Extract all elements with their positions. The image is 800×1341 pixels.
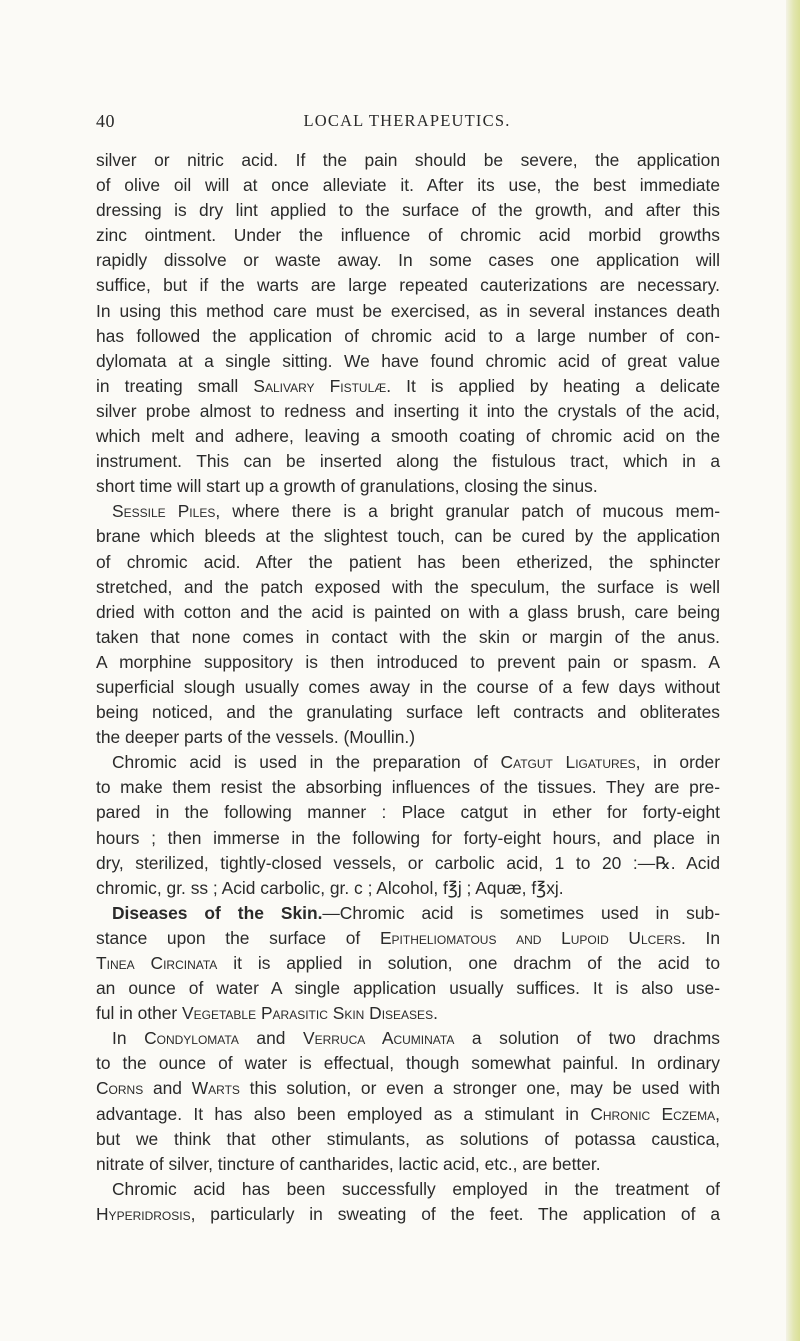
text-run: silver probe almost to redness and inserting it into the crystals of the acid,: [96, 400, 720, 421]
text-line: [96, 901, 720, 926]
text-run: dressing is dry lint applied to the surface of the growth, and after this: [96, 200, 720, 221]
text-line: [96, 248, 720, 273]
text-line: [96, 299, 720, 324]
text-run: . In: [681, 927, 721, 948]
text-line: [96, 1051, 720, 1076]
text-run: it is applied in solution, one drachm of the acid to: [217, 953, 721, 973]
text-run: dylomata at a single sitting. We have found chromic acid of great value: [96, 350, 720, 371]
text-line: [96, 1076, 720, 1101]
text-line: [96, 424, 720, 449]
text-run: to the ounce of water is effectual, though somewhat painful. In ordinary: [96, 1053, 720, 1074]
text-run: stretched, and the patch exposed with the speculum, the surface is well: [96, 576, 720, 597]
text-line: [96, 625, 720, 650]
text-line: [96, 1127, 720, 1152]
text-line: [96, 1152, 720, 1177]
small-caps-term: Verruca Acuminata: [302, 1028, 455, 1049]
text-run: . It is applied by heating a delicate: [386, 375, 720, 396]
text-line: [96, 725, 720, 750]
text-line: [96, 1001, 720, 1026]
text-run: taken that none comes in contact with the skin or margin of the anus.: [96, 626, 720, 647]
text-run: In using this method care must be exercised, as in several instances death: [96, 300, 720, 321]
text-run: instrument. This can be inserted along the fistulous tract, which in a: [96, 451, 720, 472]
text-line: [96, 223, 720, 248]
text-line: [96, 1202, 720, 1227]
small-caps-term: Catgut Ligatures: [500, 752, 636, 773]
text-run: and: [143, 1078, 192, 1099]
text-line: [96, 474, 720, 499]
text-line: [96, 524, 720, 549]
text-run: superficial slough usually comes away in the course of a few days without: [96, 676, 720, 697]
text-line: [96, 876, 720, 901]
text-run: rapidly dissolve or waste away. In some cases one application will: [96, 250, 720, 271]
text-line: [96, 550, 720, 575]
text-run: silver or nitric acid. If the pain should be severe, the application: [96, 150, 720, 170]
small-caps-term: Corns: [96, 1078, 144, 1099]
text-line: [96, 374, 720, 399]
small-caps-term: Tinea Circinata: [96, 953, 218, 973]
small-caps-term: Hyperidrosis: [96, 1203, 191, 1224]
text-line: [96, 976, 720, 1001]
text-run: .: [433, 1003, 438, 1024]
text-line: [96, 399, 720, 424]
text-line: [96, 349, 720, 374]
small-caps-term: Vegetable Parasitic Skin Diseases: [182, 1003, 434, 1024]
small-caps-term: Condylomata: [144, 1028, 239, 1049]
text-line: [96, 1026, 720, 1051]
text-run: suffice, but if the warts are large repeated cauterizations are necessary.: [96, 275, 720, 296]
section-heading: Diseases of the Skin.: [112, 902, 323, 923]
page-header: [96, 111, 718, 135]
running-head: LOCAL THERAPEUTICS.: [303, 111, 511, 130]
text-line: [96, 449, 720, 474]
text-run: , in order: [635, 752, 720, 773]
text-body: [96, 148, 720, 1227]
text-line: [96, 499, 720, 524]
text-line: [96, 148, 720, 173]
text-run: and: [238, 1028, 303, 1049]
text-line: [96, 1102, 720, 1127]
text-line: [96, 926, 720, 951]
text-run: to make them resist the absorbing influences of the tissues. They are pre-: [96, 777, 720, 798]
text-run: , particularly in sweating of the feet. The application of a: [190, 1203, 720, 1224]
text-run: which melt and adhere, leaving a smooth coating of chromic acid on the: [96, 426, 720, 447]
page-number: 40: [96, 111, 115, 131]
page-edge-shadow: [786, 0, 800, 1341]
small-caps-term: Epitheliomatous and Lupoid Ulcers: [379, 927, 682, 948]
text-run: has followed the application of chromic acid to a large number of con-: [96, 325, 720, 346]
text-run: of chromic acid. After the patient has been etherized, the sphincter: [96, 551, 720, 572]
text-line: [96, 273, 720, 298]
text-line: [96, 750, 720, 775]
text-line: [96, 800, 720, 825]
small-caps-term: Sessile Piles: [112, 501, 216, 522]
text-run: pared in the following manner : Place catgut in ether for forty-eight: [96, 802, 720, 823]
text-run: Chromic acid is used in the preparation of: [112, 752, 501, 773]
text-line: [96, 675, 720, 700]
text-run: short time will start up a growth of granulations, closing the sinus.: [96, 476, 598, 497]
text-run: in treating small: [96, 375, 254, 396]
small-caps-term: Salivary Fistulæ: [253, 375, 387, 396]
text-line: [96, 324, 720, 349]
text-run: advantage. It has also been employed as a stimulant in: [96, 1103, 591, 1124]
text-run: zinc ointment. Under the influence of chromic acid morbid growths: [96, 225, 720, 246]
text-run: being noticed, and the granulating surface left contracts and obliterates: [96, 702, 720, 723]
text-line: [96, 173, 720, 198]
small-caps-term: Chronic Eczema: [590, 1103, 716, 1124]
text-run: hours ; then immerse in the following for forty-eight hours, and place in: [96, 827, 720, 848]
text-run: nitrate of silver, tincture of cantharides, lactic acid, etc., are better.: [96, 1153, 601, 1174]
text-run: stance upon the surface of: [96, 927, 380, 948]
text-run: dried with cotton and the acid is painted on with a glass brush, care being: [96, 601, 720, 622]
text-run: brane which bleeds at the slightest touch, can be cured by the application: [96, 526, 720, 547]
text-line: [96, 775, 720, 800]
text-run: of olive oil will at once alleviate it. After its use, the best immediate: [96, 175, 720, 196]
text-run: an ounce of water A single application usually suffices. It is also use-: [96, 978, 720, 999]
text-line: [96, 198, 720, 223]
text-run: , where there is a bright granular patch of mucous mem-: [215, 501, 720, 522]
text-line: [96, 851, 720, 876]
text-line: [96, 826, 720, 851]
text-run: this solution, or even a stronger one, may be used with: [239, 1078, 720, 1099]
text-line: [96, 1177, 720, 1202]
text-run: In: [112, 1028, 145, 1049]
text-run: a solution of two drachms: [454, 1028, 720, 1049]
text-run: ful in other: [96, 1003, 183, 1024]
text-run: ,: [715, 1103, 720, 1124]
text-run: the deeper parts of the vessels. (Moullin.): [96, 727, 415, 748]
text-line: [96, 575, 720, 600]
text-run: chromic, gr. ss ; Acid carbolic, gr. c ; Alcohol, f℥j ; Aquæ, f℥xj.: [96, 877, 564, 898]
text-run: dry, sterilized, tightly-closed vessels, or carbolic acid, 1 to 20 :—℞. Acid: [96, 852, 720, 873]
text-run: A morphine suppository is then introduced to prevent pain or spasm. A: [96, 651, 720, 672]
text-line: [96, 600, 720, 625]
text-line: [96, 650, 720, 675]
small-caps-term: Warts: [191, 1078, 240, 1099]
text-line: [96, 951, 720, 976]
text-line: [96, 700, 720, 725]
text-run: Chromic acid has been successfully employed in the treatment of: [112, 1178, 720, 1199]
text-run: —Chromic acid is sometimes used in sub-: [322, 902, 720, 923]
text-run: but we think that other stimulants, as solutions of potassa caustica,: [96, 1128, 720, 1149]
